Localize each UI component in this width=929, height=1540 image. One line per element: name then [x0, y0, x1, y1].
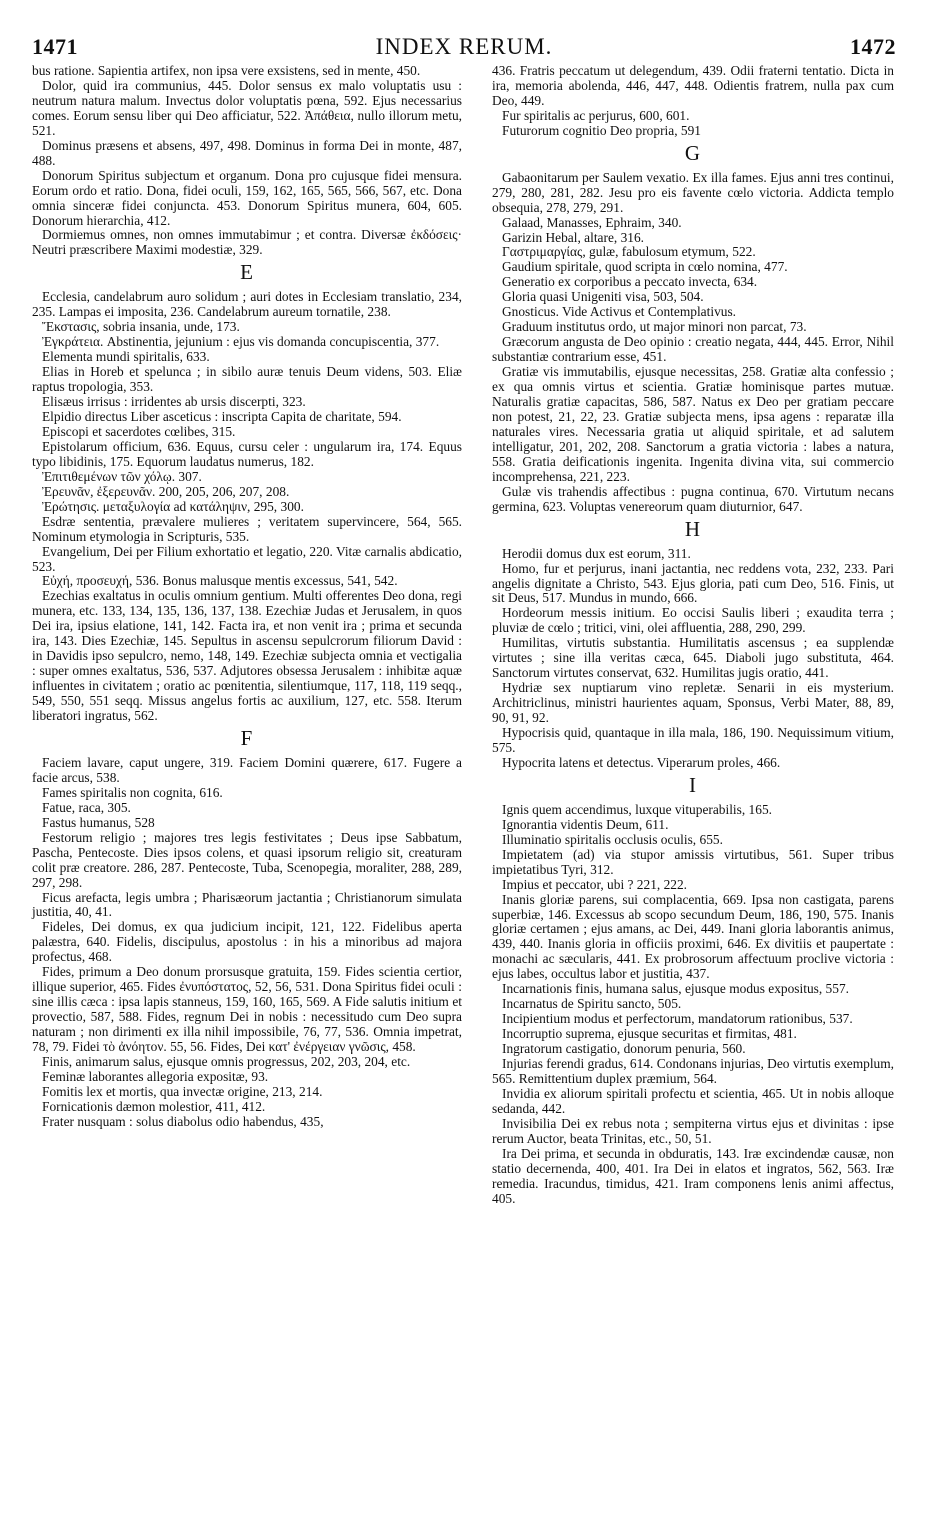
index-entry: Futurorum cognitio Deo propria, 591: [502, 122, 701, 138]
index-entry: Ingratorum castigatio, donorum penuria, 560.: [502, 1041, 746, 1057]
index-entry: Invisibilia Dei ex rebus nota ; sempiterna virtus ejus et divinitas : ipse rerum Auctor, beata Trinitas, etc., 50, 51.: [492, 1115, 894, 1146]
index-entry: Εὐχή, προσευχή, 536. Bonus malusque mentis excessus, 541, 542.: [42, 573, 398, 589]
index-entry: Incarnationis finis, humana salus, ejusque modus expositus, 557.: [502, 981, 849, 997]
index-entry: Incorruptio suprema, ejusque securitas et firmitas, 481.: [502, 1026, 797, 1042]
index-entry: Ἔκστασις, sobria insania, unde, 173.: [42, 319, 240, 335]
index-entry: Invidia ex aliorum spiritali profectu et scientia, 465. Ut in nobis alloque sedanda, 442.: [492, 1085, 894, 1116]
index-entry: Ἐρώτησις. μεταξυλογία ad κατάληψιν, 295, 300.: [42, 498, 304, 514]
index-entry: bus ratione. Sapientia artifex, non ipsa vere exsistens, sed in mente, 450.: [32, 63, 421, 78]
index-entry: Ἐρευνᾶν, ἐξερευνᾶν. 200, 205, 206, 207, 208.: [42, 483, 290, 499]
index-entry: Gnosticus. Vide Activus et Contemplativus.: [502, 304, 737, 320]
right-column: [492, 64, 894, 1207]
index-entry: Donorum Spiritus subjectum et organum. Dona pro cujusque fidei mensura. Eorum ordo et ratio. Dona, fidei oculi, 159, 162, 165, 565, 566, 567, etc. Dona omnia sinceræ fidei conjuncta. 453. Donorum Spiritus munera, 604, 605. Donorum hierarchia, 412.: [32, 167, 462, 228]
index-entry: Fames spiritalis non cognita, 616.: [42, 784, 223, 800]
index-entry: Elisæus irrisus : irridentes ab ursis discerpti, 323.: [42, 394, 306, 410]
index-entry: Feminæ laborantes allegoria expositæ, 93.: [42, 1068, 269, 1084]
index-entry: Ezechias exaltatus in oculis omnium gentium. Multi offerentes Deo dona, regi munera, etc. 133, 134, 135, 136, 137, 138. Ezechiæ Judas et Jerusalem, in quos Dei ira, ipsius elatione, 141, 142. Facta ira, et non venit ira ; prima et secunda ira, 143. Dies Ezechiæ, 145. Sepultus in ascensu sepulcrorum filiorum David : in Davidis ipso sepulcro, nemo, 148, 149. Ezechiæ subjecta omnia et vectigalia : super omnes exaltatus, 536, 537. Adjutores obsessa Jerusalem : inhibitæ aquæ influentes in civitatem ; oratio ac pœnitentia, silentiumque, 117, 118, 119 seqq., 549, 550, 551 seqq. Missus angelus fortis ac auxilium, 127, etc. 558. Iterum liberatori ingratus, 562.: [32, 588, 462, 724]
index-entry: 436. Fratris peccatum ut delegendum, 439. Odii fraterni tentatio. Dicta in ira, memoria abolenda, 446, 447, 448. Odientis fratrem, nulla pax cum Deo, 449.: [492, 63, 894, 108]
index-entry: Ira Dei prima, et secunda in obduratis, 143. Iræ excindendæ causæ, non statio decernenda, 400, 401. Ira Dei in elatos et ingratos, 562, 563. Iræ remedia. Iracundus, timidus, 421. Iram componens lenis animi affectus, 405.: [492, 1145, 894, 1206]
index-entry: Gratiæ vis immutabilis, ejusque necessitas, 258. Gratiæ alta confessio ; ex qua omnis virtus et scientia. Gratiæ hominisque partes mutuæ. Naturalis gratiæ capacitas, 586, 587. Natus ex Deo per gratiam peccare non potest, 21, 22, 23. Gratiæ subjecta mens, ipsa agens : reparatæ illa naturales vires. Necessaria gratia ut aliquid spiritale, et ad salutem intelligatur, 201, 202, 208. Sanctorum a gratia victoria : labes a natura, 558. Gratia deificationis ingenita. Ingenita divina vita, sui commercio incomprehensa, 221, 223.: [492, 364, 894, 484]
index-entry: Fatue, raca, 305.: [42, 799, 131, 815]
index-entry: Elementa mundi spiritalis, 633.: [42, 349, 210, 365]
index-entry: Elias in Horeb et spelunca ; in sibilo auræ tenuis Deum videns, 503. Eliæ raptus tropologia, 353.: [32, 364, 462, 395]
section-h-entries: [492, 547, 894, 771]
index-entry: Græcorum angusta de Deo opinio : creatio negata, 444, 445. Error, Nihil substantiæ contrarium esse, 451.: [492, 334, 894, 365]
section-letter-h: H: [684, 516, 702, 541]
index-entry: Evangelium, Dei per Filium exhortatio et legatio, 220. Vitæ carnalis abdicatio, 523.: [32, 543, 462, 574]
section-letter-f: F: [240, 725, 254, 750]
index-entry: Fideles, Dei domus, ex qua judicium incipit, 121, 122. Fidelibus aperta palæstra, 640. Fidelis, discipulus, apostolus : in his a minoribus ad majora profectus, 468.: [32, 919, 462, 965]
index-entry: Dormiemus omnes, non omnes immutabimur ; et contra. Diversæ ἐκδόσεις· Neutri præscribere Maximi modestiæ, 329.: [32, 227, 462, 258]
index-entry: Dolor, quid ira communius, 445. Dolor sensus ex malo voluptatis usu : neutrum natura malum. Invectus dolor voluptatis pœna, 592. Ejus necessarius comes. Eorum sensu liber qui Deo afficiatur, 522. Ἀπάθεια, nullo illorum metu, 521.: [32, 77, 462, 138]
index-entry: Elpidio directus Liber asceticus : inscripta Capita de charitate, 594.: [42, 408, 402, 424]
index-entry: Generatio ex corporibus a peccato invecta, 634.: [502, 274, 758, 290]
index-entry: Graduum institutus ordo, ut major minori non parcat, 73.: [502, 319, 807, 335]
index-entry: Dominus præsens et absens, 497, 498. Dominus in forma Dei in monte, 487, 488.: [32, 137, 462, 168]
section-letter-g: G: [684, 140, 702, 165]
index-entry: Fornicationis dæmon molestior, 411, 412.: [42, 1098, 266, 1114]
section-letter-i: I: [689, 772, 697, 797]
index-entry: Hydriæ sex nuptiarum vino repletæ. Senarii in eis mysterium. Architriclinus, ministri haurientes aquam, Sponsus, Verbi Mater, 88, 89, 90, 91, 92.: [492, 680, 894, 726]
index-entry: Festorum religio ; majores tres legis festivitates ; Deus ipse Sabbatum, Pascha, Pentecoste. Dies ipsos colens, et quasi ipsorum religio sit, creaturam colit præ creatore. 286, 287. Pentecoste, Tuba, Scenopegia, moraliter, 288, 289, 297, 298.: [32, 829, 462, 890]
index-entry: Incipientium modus et perfectorum, mandatorum rationibus, 537.: [502, 1011, 853, 1027]
index-entry: Illuminatio spiritalis occlusis oculis, 655.: [502, 831, 723, 847]
index-entry: Γαστριμαργίας, gulæ, fabulosum etymum, 522.: [502, 244, 756, 260]
index-entry: Impius et peccator, ubi ? 221, 222.: [502, 876, 688, 892]
index-entry: Ignis quem accendimus, luxque vituperabilis, 165.: [502, 801, 772, 817]
index-entry: Gulæ vis trahendis affectibus : pugna continua, 670. Virtutum necans germina, 623. Voluptas venereorum quam diuturnior, 647.: [492, 483, 894, 514]
index-entry: Hordeorum messis initium. Eo occisi Saulis liberi ; exaudita terra ; pluviæ de cœlo ; tritici, vini, olei affluentia, 288, 290, 299.: [492, 605, 894, 636]
index-entry: Epistolarum officium, 636. Equus, cursu celer : ungularum ira, 174. Equus typo libidinis, 175. Equorum laudatus numerus, 182.: [32, 438, 462, 469]
index-entry: Impietatem (ad) via stupor amissis virtutibus, 561. Super tribus impietatibus Tyri, 312.: [492, 846, 894, 877]
index-entry: Faciem lavare, caput ungere, 319. Faciem Domini quærere, 617. Fugere a facie arcus, 538.: [32, 754, 462, 785]
section-i-entries: [492, 803, 894, 1207]
index-entry: Hypocrisis quid, quantaque in illa mala, 186, 190. Nequissimum vitium, 575.: [492, 725, 894, 755]
page-number-right: 1472: [850, 34, 896, 59]
index-entry: Incarnatus de Spiritu sancto, 505.: [502, 996, 682, 1012]
index-entry: Frater nusquam : solus diabolus odio habendus, 435,: [42, 1113, 324, 1129]
index-entry: Inanis gloriæ parens, sui complacentia, 669. Ipsa non castigata, parens superbiæ, 146. Excessus ab scopo secundum Deum, 186, 190, 575. Inanis gloriæ certamen ; ejus amans, ac Dei, 449. Inani gloria laborantis animus, 439, 440. Inanis gloria in officiis proximi, 646. Ex divitiis et paupertate : monachi ac sæcularis, 441. Ex probrosorum affectuum proclive victoria : ejus labes, occultus labor et justitia, 437.: [492, 891, 894, 982]
index-entry: Garizin Hebal, altare, 316.: [502, 229, 645, 245]
page-header: [32, 34, 896, 64]
section-letter-e: E: [240, 260, 254, 285]
index-entry: Episcopi et sacerdotes cœlibes, 315.: [42, 423, 236, 439]
index-entry: Ignorantia videntis Deum, 611.: [502, 816, 669, 832]
section-f-entries: [32, 756, 462, 1130]
index-entry: Ἐπιτιθεμένων τῶν χόλῳ. 307.: [42, 468, 202, 484]
index-entry: Herodii domus dux est eorum, 311.: [502, 545, 691, 561]
section-g-entries: [492, 171, 894, 515]
index-entry: Galaad, Manasses, Ephraim, 340.: [502, 214, 682, 230]
index-entry: Fastus humanus, 528: [42, 814, 155, 830]
index-entry: Humilitas, virtutis substantia. Humilitatis ascensus ; ea supplendæ virtutes ; sine illa veritas cæca, 645. Diaboli jugo substituta, 464. Sanctorum virtutes conservat, 632. Humilitas jugis oratio, 441.: [492, 635, 894, 681]
index-entry: Gaudium spiritale, quod scripta in cœlo nomina, 477.: [502, 259, 788, 275]
section-f-continued: [492, 64, 894, 139]
page-number-left: 1471: [32, 34, 78, 59]
section-e-entries: [32, 290, 462, 724]
index-entry: Esdræ sententia, prævalere mulieres ; veritatem supervincere, 564, 565. Nominum etymologia in Scripturis, 535.: [32, 513, 462, 544]
index-entry: Fides, primum a Deo donum prorsusque gratuita, 159. Fides scientia certior, illique superior, 465. Fides ἐνυπόστατος, 52, 56, 531. Dona Spiritus fidei oculi : sine illis cæca : ipsa lapis stanneus, 159, 160, 165, 569. A Fide salutis initium et provectio, 587, 588. Fides, regnum Dei in nobis : necessitudo cum Deo supra naturam ; non dirimenti ex illa nihil impossibile, 76, 77, 536. Omnia impetrat, 78, 79. Fidei τὸ ἀνόητον. 55, 56. Fides, Dei κατ' ἐνέργειαν γνῶσις, 458.: [32, 964, 462, 1055]
index-entry: Gloria quasi Unigeniti visa, 503, 504.: [502, 289, 704, 305]
index-entry: Gabaonitarum per Saulem vexatio. Ex illa fames. Ejus anni tres continui, 279, 280, 281, 282. Jesu pro eis favente cœlo victoria. Addicta templo obsequia, 278, 279, 291.: [492, 169, 894, 215]
index-entry: Ἐγκράτεια. Abstinentia, jejunium : ejus vis domanda concupiscentia, 377.: [42, 334, 440, 350]
index-entry: Fur spiritalis ac perjurus, 600, 601.: [502, 107, 690, 123]
section-d-continued: [32, 64, 462, 258]
index-entry: Injurias ferendi gradus, 614. Condonans injurias, Deo virtutis exemplum, 565. Remittentium duplex præmium, 564.: [492, 1056, 894, 1086]
page-title: INDEX RERUM.: [375, 34, 553, 59]
index-entry: Ecclesia, candelabrum auro solidum ; auri dotes in Ecclesiam translatio, 234, 235. Lampas ei imposita, 236. Candelabrum aureum tornatile, 238.: [32, 289, 462, 320]
index-entry: Hypocrita latens et detectus. Viperarum proles, 466.: [502, 754, 781, 770]
index-entry: Fomitis lex et mortis, qua invectæ origine, 213, 214.: [42, 1083, 323, 1099]
index-entry: Homo, fur et perjurus, inani jactantia, nec reddens vota, 232, 233. Pari angelis dignitate a Christo, 543. Ejus gloria, pati cum Deo, 516. Finis, ut sit Deus, 517. Mundus in mundo, 666.: [492, 560, 894, 606]
index-entry: Ficus arefacta, legis umbra ; Pharisæorum jactantia ; Christianorum simulata justitia, 40, 41.: [32, 889, 462, 920]
left-column: [32, 64, 462, 1130]
index-entry: Finis, animarum salus, ejusque omnis progressus, 202, 203, 204, etc.: [42, 1054, 411, 1069]
